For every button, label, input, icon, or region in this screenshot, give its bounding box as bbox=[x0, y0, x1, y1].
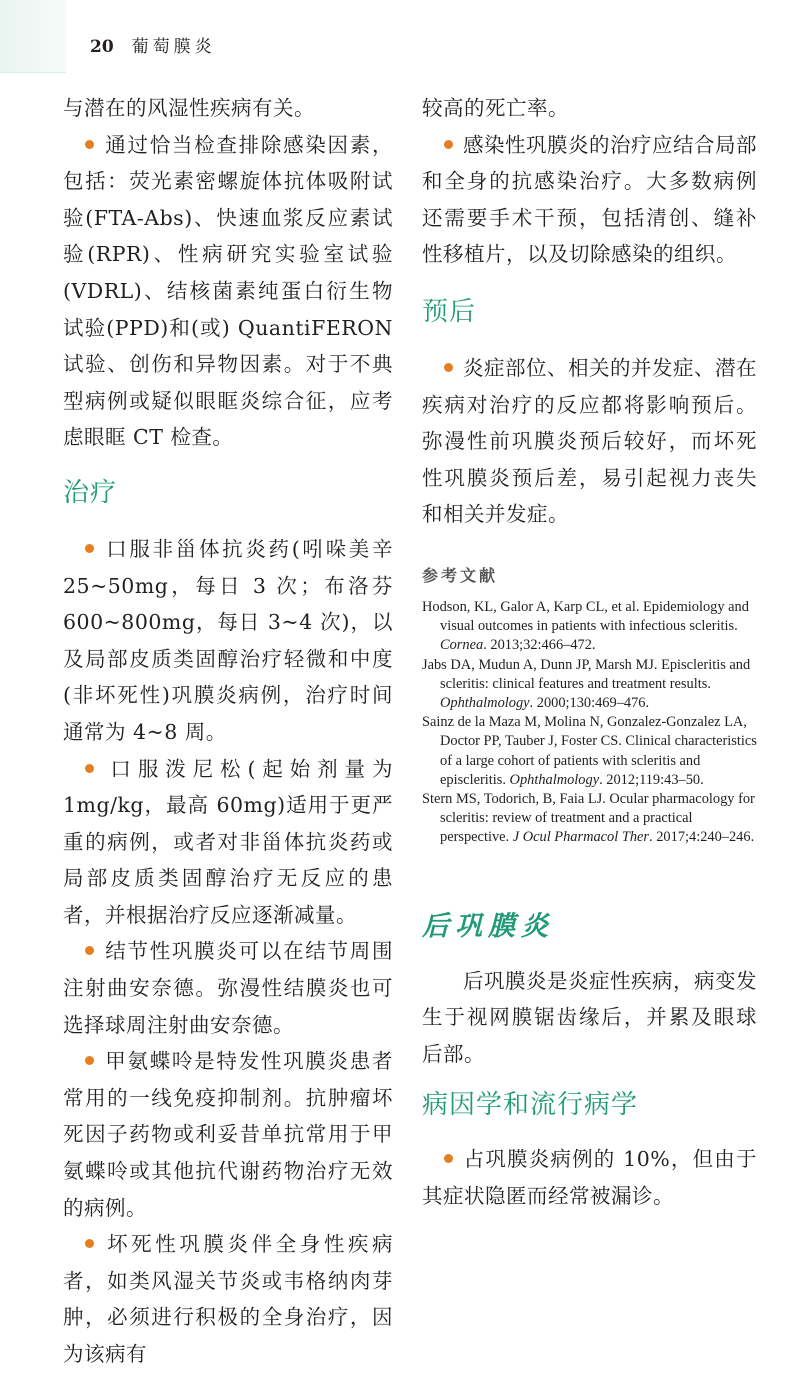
left-column bbox=[63, 90, 393, 1373]
bullet-icon bbox=[444, 1154, 453, 1163]
bullet-icon bbox=[85, 140, 94, 149]
list-item-infectious-treatment bbox=[422, 127, 757, 273]
list-item-text: 通过恰当检查排除感染因素，包括：荧光素密螺旋体抗体吸附试验(FTA-Abs)、快速血浆反应素试验(RPR)、性病研究实验室试验(VDRL)、结核菌素纯蛋白衍生物试验(PPD)和(或) QuantiFERON 试验、创伤和异物因素。对于不典型病例或疑似眼眶炎综合征，应考虑眼眶 CT 检查。 bbox=[63, 132, 393, 450]
bullet-icon bbox=[444, 140, 453, 149]
corner-decoration bbox=[0, 0, 66, 72]
bullet-icon bbox=[85, 544, 94, 553]
reference-item: Stern MS, Todorich, B, Faia LJ. Ocular pharmacology for scleritis: review of treatment and a practical perspective. J Ocul Pharmacol Ther. 2017;4:240–246. bbox=[422, 790, 755, 846]
list-item-text: 结节性巩膜炎可以在结节周围注射曲安奈德。弥漫性结膜炎也可选择球周注射曲安奈德。 bbox=[63, 939, 393, 1037]
list-item-prognosis bbox=[422, 350, 757, 533]
list-item-prednisone bbox=[63, 751, 393, 934]
list-item-text: 炎症部位、相关的并发症、潜在疾病对治疗的反应都将影响预后。弥漫性前巩膜炎预后较好，而坏死性巩膜炎预后差，易引起视力丧失和相关并发症。 bbox=[422, 355, 757, 527]
bullet-icon bbox=[85, 946, 94, 955]
list-item-infection-exclusion bbox=[63, 127, 393, 456]
list-item-etiology bbox=[422, 1141, 757, 1214]
right-column bbox=[422, 90, 757, 1215]
list-item-necrotizing bbox=[63, 1226, 393, 1372]
bullet-icon bbox=[85, 1056, 94, 1065]
section-heading-treatment: 治疗 bbox=[63, 477, 118, 508]
bullet-icon bbox=[444, 363, 453, 372]
reference-item: Jabs DA, Mudun A, Dunn JP, Marsh MJ. Episcleritis and scleritis: clinical features and treatment results. Ophthalmology. 2000;130:469–476. bbox=[422, 656, 751, 711]
chapter-heading-posterior-scleritis: 后巩膜炎 bbox=[422, 910, 554, 942]
section-heading-prognosis: 预后 bbox=[422, 296, 477, 327]
corner-divider bbox=[0, 72, 66, 73]
list-item-triamcinolone bbox=[63, 933, 393, 1043]
list-item-nsaids bbox=[63, 531, 393, 751]
page-number: 20 bbox=[90, 37, 114, 57]
list-item-text: 感染性巩膜炎的治疗应结合局部和全身的抗感染治疗。大多数病例还需要手术干预，包括清创、缝补性移植片，以及切除感染的组织。 bbox=[422, 132, 757, 267]
section-heading-etiology: 病因学和流行病学 bbox=[422, 1090, 639, 1121]
page-header bbox=[90, 32, 216, 58]
paragraph-continuation: 较高的死亡率。 bbox=[422, 96, 569, 120]
list-item-text: 口服非甾体抗炎药(吲哚美辛 25~50mg，每日 3 次；布洛芬 600~800mg，每日 3~4 次)，以及局部皮质类固醇治疗轻微和中度(非坏死性)巩膜炎病例，治疗时间通常为 4~8 周。 bbox=[63, 536, 393, 744]
reference-item: Hodson, KL, Galor A, Karp CL, et al. Epidemiology and visual outcomes in patients with infectious scleritis. Cornea. 2013;32:466–472. bbox=[422, 598, 749, 654]
bullet-icon bbox=[85, 764, 94, 773]
reference-item: Sainz de la Maza M, Molina N, Gonzalez-Gonzalez LA, Doctor PP, Tauber J, Foster CS. Clinical characteristics of a large cohort of patients with scleritis and episcleritis. Ophthalmology. 2012;119:43–50. bbox=[422, 714, 757, 788]
list-item-methotrexate bbox=[63, 1043, 393, 1226]
running-title: 葡萄膜炎 bbox=[131, 37, 216, 57]
list-item-text: 口服泼尼松(起始剂量为 1mg/kg，最高 60mg)适用于更严重的病例，或者对非甾体抗炎药或局部皮质类固醇治疗无反应的患者，并根据治疗反应逐渐减量。 bbox=[63, 756, 393, 927]
references-heading: 参考文献 bbox=[422, 565, 499, 585]
reference-list bbox=[422, 598, 757, 848]
bullet-icon bbox=[85, 1239, 94, 1248]
list-item-text: 占巩膜炎病例的 10%，但由于其症状隐匿而经常被漏诊。 bbox=[422, 1147, 757, 1208]
paragraph-posterior-definition: 后巩膜炎是炎症性疾病，病变发生于视网膜锯齿缘后，并累及眼球后部。 bbox=[422, 968, 757, 1066]
list-item-text: 甲氨蝶呤是特发性巩膜炎患者常用的一线免疫抑制剂。抗肿瘤坏死因子药物或利妥昔单抗常用于甲氨蝶呤或其他抗代谢药物治疗无效的病例。 bbox=[63, 1049, 393, 1220]
list-item-text: 坏死性巩膜炎伴全身性疾病者，如类风湿关节炎或韦格纳肉芽肿，必须进行积极的全身治疗，因为该病有 bbox=[63, 1232, 393, 1366]
paragraph-continuation: 与潜在的风湿性疾病有关。 bbox=[63, 96, 315, 120]
